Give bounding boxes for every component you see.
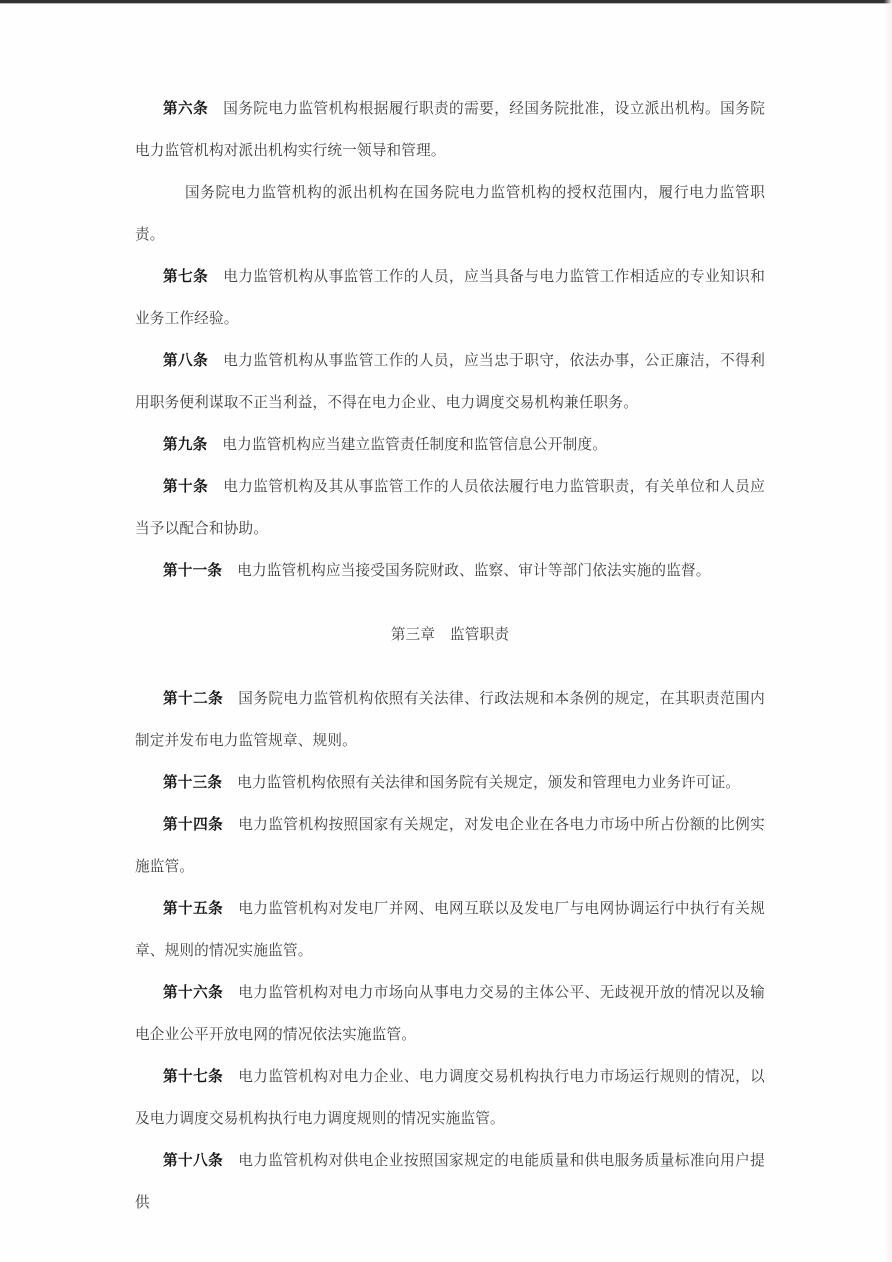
article-paragraph <box>135 888 765 972</box>
paragraph-text: 电力监管机构对发电厂并网、电网互联以及发电厂与电网协调运行中执行有关规章、规则的情况实施监管。 <box>135 901 765 959</box>
article-number: 第十六条 <box>163 985 224 1001</box>
article-paragraph <box>135 550 765 592</box>
paragraph-text: 电力监管机构及其从事监管工作的人员依法履行电力监管职责，有关单位和人员应当予以配合和协助。 <box>135 479 765 537</box>
chapter-title-text: 第三章 监管职责 <box>390 627 510 643</box>
article-paragraph <box>135 340 765 424</box>
article-paragraph <box>135 424 765 466</box>
paragraph-text: 电力监管机构对供电企业按照国家规定的电能质量和供电服务质量标准向用户提供 <box>135 1153 765 1211</box>
paragraph-text: 电力监管机构从事监管工作的人员，应当具备与电力监管工作相适应的专业知识和业务工作经验。 <box>135 269 765 327</box>
article-paragraph <box>135 466 765 550</box>
paragraph-text: 电力监管机构对电力市场向从事电力交易的主体公平、无歧视开放的情况以及输电企业公平开放电网的情况依法实施监管。 <box>135 985 765 1043</box>
paragraph-text: 电力监管机构对电力企业、电力调度交易机构执行电力市场运行规则的情况，以及电力调度交易机构执行电力调度规则的情况实施监管。 <box>135 1069 765 1127</box>
article-number: 第六条 <box>163 101 209 117</box>
article-number: 第九条 <box>163 437 208 453</box>
article-number: 第十五条 <box>163 901 224 917</box>
paragraph-text: 电力监管机构应当接受国务院财政、监察、审计等部门依法实施的监督。 <box>237 563 711 579</box>
article-paragraph <box>135 1140 765 1224</box>
paragraph-text: 国务院电力监管机构根据履行职责的需要，经国务院批准，设立派出机构。国务院电力监管机构对派出机构实行统一领导和管理。 <box>135 101 765 159</box>
article-number: 第八条 <box>163 353 209 369</box>
article-paragraph <box>135 804 765 888</box>
article-paragraph <box>135 88 765 172</box>
article-paragraph <box>135 256 765 340</box>
article-paragraph <box>135 972 765 1056</box>
paragraph-text: 电力监管机构应当建立监管责任制度和监管信息公开制度。 <box>222 437 608 453</box>
article-number: 第十条 <box>163 479 209 495</box>
paragraph-text: 国务院电力监管机构的派出机构在国务院电力监管机构的授权范围内，履行电力监管职责。 <box>135 185 765 243</box>
paragraph-text: 电力监管机构依照有关法律和国务院有关规定，颁发和管理电力业务许可证。 <box>237 775 741 791</box>
window-top-edge <box>0 0 892 4</box>
article-number: 第十四条 <box>163 817 224 833</box>
article-number: 第十三条 <box>163 775 223 791</box>
chapter-heading <box>135 614 765 656</box>
article-number: 第七条 <box>163 269 209 285</box>
article-number: 第十八条 <box>163 1153 224 1169</box>
paragraph-text: 电力监管机构从事监管工作的人员，应当忠于职守，依法办事，公正廉洁，不得利用职务便利谋取不正当利益，不得在电力企业、电力调度交易机构兼任职务。 <box>135 353 765 411</box>
article-number: 第十七条 <box>163 1069 224 1085</box>
article-number: 第十一条 <box>163 563 223 579</box>
paragraph-text: 电力监管机构按照国家有关规定，对发电企业在各电力市场中所占份额的比例实施监管。 <box>135 817 765 875</box>
sub-paragraph <box>135 172 765 256</box>
article-paragraph <box>135 1056 765 1140</box>
document-page <box>135 88 765 1224</box>
article-paragraph <box>135 678 765 762</box>
article-paragraph <box>135 762 765 804</box>
article-number: 第十二条 <box>163 691 224 707</box>
paragraph-text: 国务院电力监管机构依照有关法律、行政法规和本条例的规定，在其职责范围内制定并发布电力监管规章、规则。 <box>135 691 765 749</box>
page-right-edge-shadow <box>884 0 892 1262</box>
